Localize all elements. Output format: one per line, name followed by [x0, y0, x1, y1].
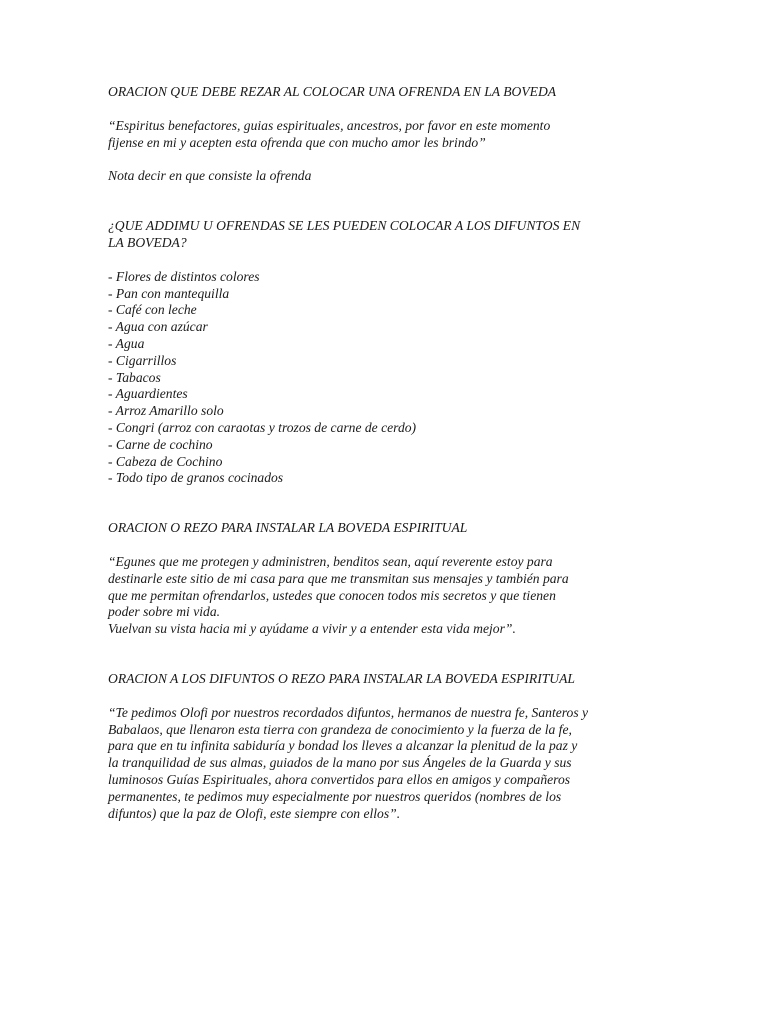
document-page: [108, 84, 668, 822]
section1-prayer-line: “Espiritus benefactores, guias espirituales, ancestros, por favor en este momento: [108, 117, 551, 133]
section4-prayer-line: difuntos) que la paz de Olofi, este siempre con ellos”.: [108, 805, 401, 821]
section3-prayer-line: “Egunes que me protegen y administren, benditos sean, aquí reverente estoy para: [108, 553, 553, 569]
list-item: - Agua con azúcar: [108, 319, 208, 335]
section1-heading: ORACION QUE DEBE REZAR AL COLOCAR UNA OFRENDA EN LA BOVEDA: [108, 84, 557, 99]
section4-heading: ORACION A LOS DIFUNTOS O REZO PARA INSTALAR LA BOVEDA ESPIRITUAL: [108, 670, 575, 686]
section4-prayer-line: luminosos Guías Espirituales, ahora convertidos para ellos en amigos y compañeros: [108, 771, 571, 787]
spacer: [108, 688, 668, 705]
section2-heading-line: ¿QUE ADDIMU U OFRENDAS SE LES PUEDEN COLOCAR A LOS DIFUNTOS EN: [108, 218, 581, 234]
section3-heading: ORACION O REZO PARA INSTALAR LA BOVEDA ESPIRITUAL: [108, 520, 468, 536]
offerings-list: [108, 269, 668, 487]
section4-prayer-line: Babalaos, que llenaron esta tierra con grandeza de conocimiento y la fuerza de la fe,: [108, 721, 572, 737]
list-item: - Cabeza de Cochino: [108, 453, 223, 469]
section4-prayer-line: “Te pedimos Olofi por nuestros recordados difuntos, hermanos de nuestra fe, Santeros y: [108, 704, 589, 720]
list-item: - Cigarrillos: [108, 352, 177, 368]
section3-prayer-line: poder sobre mi vida.: [108, 604, 221, 620]
section3-prayer-line: que me permitan ofrendarlos, ustedes que conocen todos mis secretos y que tienen: [108, 587, 556, 603]
list-item: - Agua: [108, 335, 145, 351]
spacer: [108, 487, 668, 520]
list-item: - Aguardientes: [108, 386, 188, 402]
spacer: [108, 151, 668, 168]
section4-prayer-line: para que en tu infinita sabiduría y bondad los lleves a alcanzar la plenitud de la paz y: [108, 738, 578, 754]
list-item: - Tabacos: [108, 369, 161, 385]
list-item: - Flores de distintos colores: [108, 268, 260, 284]
section2-heading-line: LA BOVEDA?: [108, 234, 187, 250]
list-item: - Café con leche: [108, 302, 197, 318]
list-item: - Carne de cochino: [108, 436, 213, 452]
section3-prayer-line: destinarle este sitio de mi casa para que me transmitan sus mensajes y también para: [108, 570, 569, 586]
list-item: - Todo tipo de granos cocinados: [108, 470, 284, 486]
section3-prayer-line: Vuelvan su vista hacia mi y ayúdame a vivir y a entender esta vida mejor”.: [108, 621, 516, 637]
section1-prayer-line: fijense en mi y acepten esta ofrenda que con mucho amor les brindo”: [108, 134, 486, 150]
list-item: - Pan con mantequilla: [108, 285, 230, 301]
spacer: [108, 101, 668, 118]
spacer: [108, 185, 668, 218]
spacer: [108, 537, 668, 554]
spacer: [108, 252, 668, 269]
list-item: - Congri (arroz con caraotas y trozos de carne de cerdo): [108, 419, 417, 435]
spacer: [108, 638, 668, 671]
section1-note: Nota decir en que consiste la ofrenda: [108, 168, 312, 184]
section4-prayer-line: la tranquilidad de sus almas, guiados de la mano por sus Ángeles de la Guarda y sus: [108, 755, 572, 771]
section4-prayer-line: permanentes, te pedimos muy especialmente por nuestros queridos (nombres de los: [108, 788, 562, 804]
list-item: - Arroz Amarillo solo: [108, 403, 224, 419]
